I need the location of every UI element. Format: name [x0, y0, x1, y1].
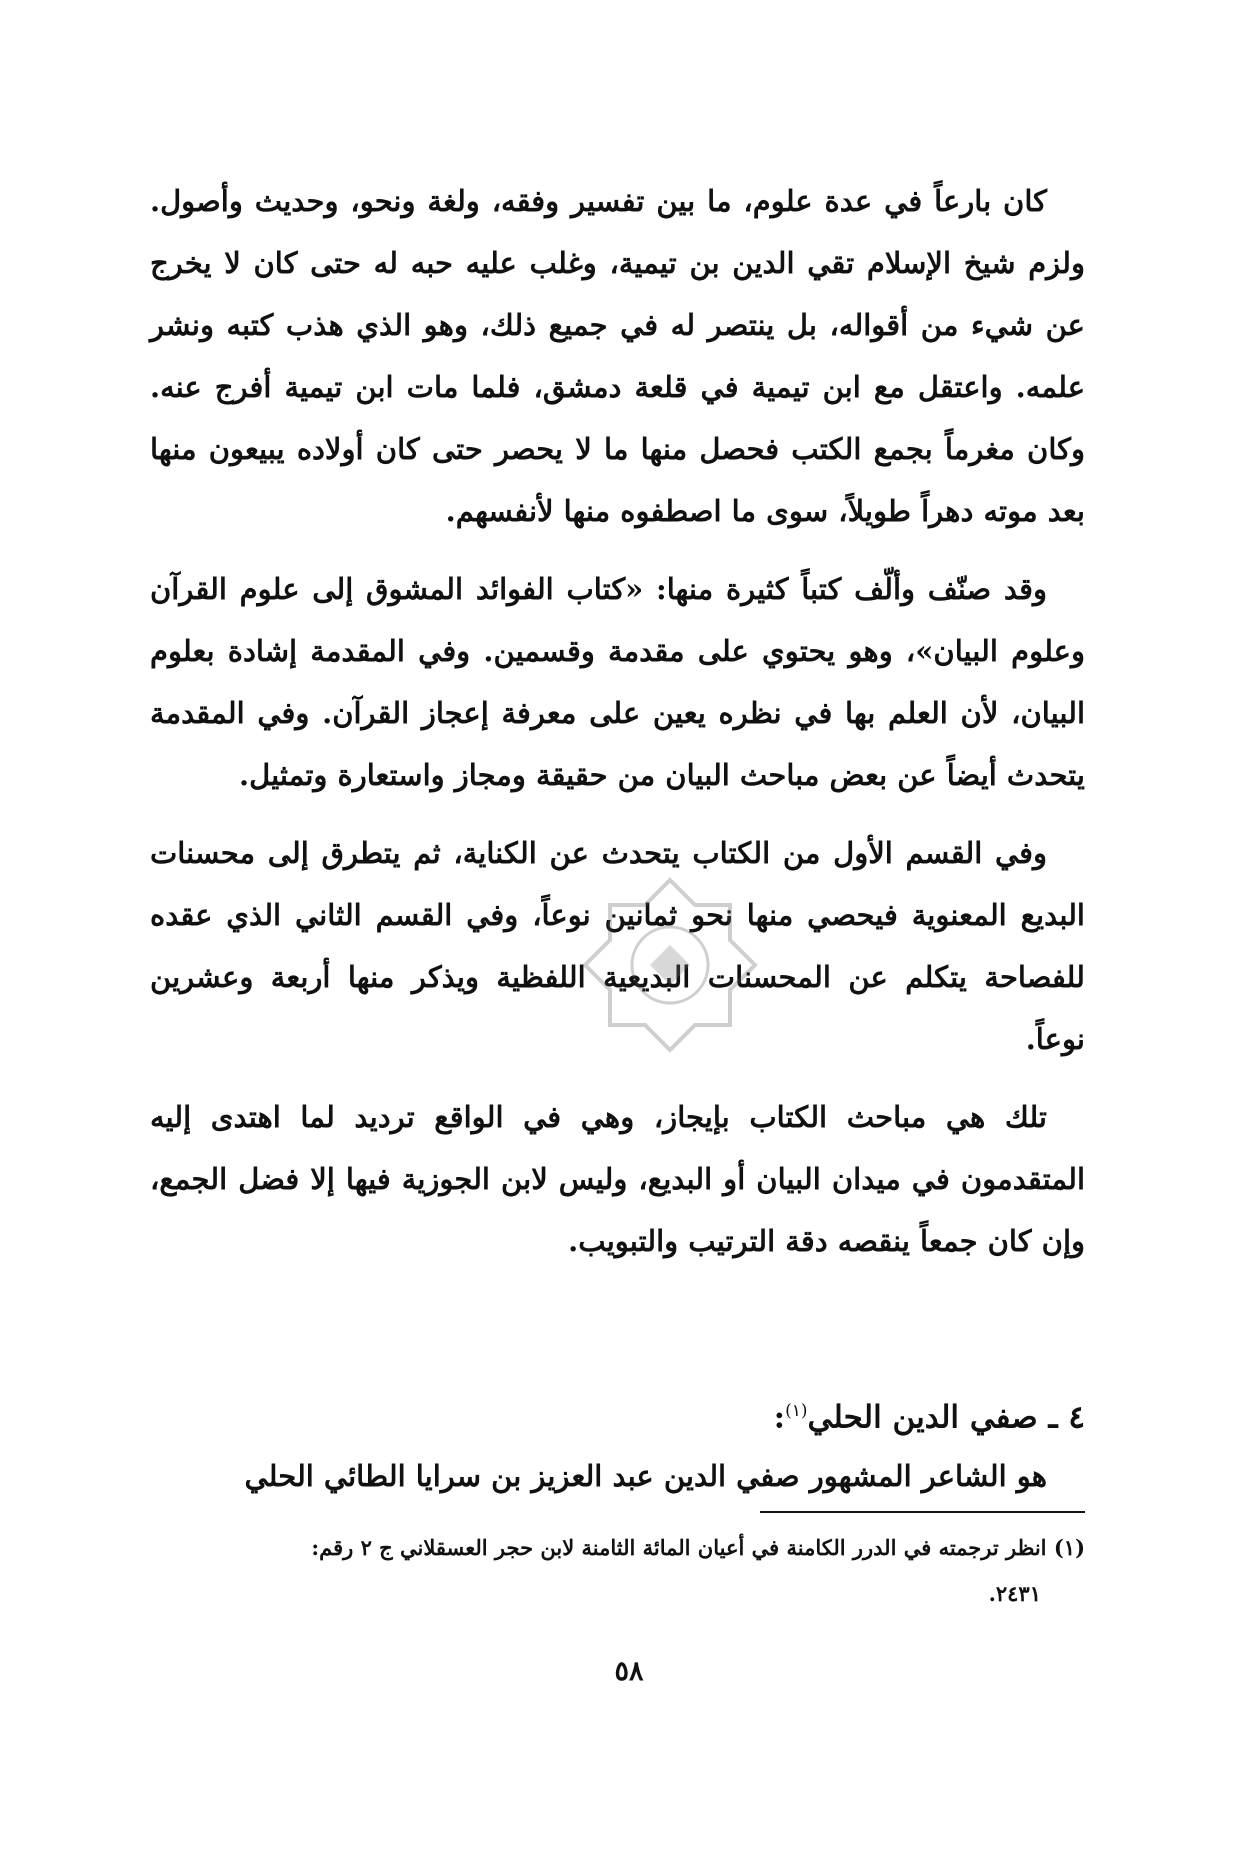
body-text: [150, 170, 1085, 1272]
footnote: [150, 1525, 1085, 1617]
heading-colon: :: [773, 1399, 786, 1436]
section-heading-text: ٤ ـ صفي الدين الحلي: [807, 1399, 1085, 1436]
section-first-line: هو الشاعر المشهور صفي الدين عبد العزيز بن سرايا الطائي الحلي: [244, 1459, 1047, 1493]
section-heading: [150, 1386, 1085, 1442]
page-number: ٥٨: [614, 1656, 644, 1687]
footnote-line-1: (١) انظر ترجمته في الدرر الكامنة في أعيان المائة الثامنة لابن حجر العسقلاني ج ٢ رقم:: [311, 1535, 1085, 1560]
footnote-separator: [760, 1511, 1085, 1513]
paragraph-3: وفي القسم الأول من الكتاب يتحدث عن الكناية، ثم يتطرق إلى محسنات البديع المعنوية فيحصي منها نحو ثمانين نوعاً، وفي القسم الثاني الذي عقده للفصاحة يتكلم عن المحسنات البديعية اللفظية ويذكر منها أربعة وعشرين نوعاً.: [150, 836, 1085, 1056]
paragraph-1: كان بارعاً في عدة علوم، ما بين تفسير وفقه، ولغة ونحو، وحديث وأصول. ولزم شيخ الإسلام تقي الدين بن تيمية، وغلب عليه حبه له حتى كان لا يخرج عن شيء من أقواله، بل ينتصر له في جميع ذلك، وهو الذي هذب كتبه ونشر علمه. واعتقل مع ابن تيمية في قلعة دمشق، فلما مات ابن تيمية أفرج عنه. وكان مغرماً بجمع الكتب فحصل منها ما لا يحصر حتى كان أولاده يبيعون منها بعد موته دهراً طويلاً، سوى ما اصطفوه منها لأنفسهم.: [150, 184, 1085, 528]
footnote-reference: (١): [785, 1401, 808, 1421]
footnote-line-2: ٢٤٣١.: [988, 1581, 1041, 1606]
paragraph-2: وقد صنّف وألّف كتباً كثيرة منها: «كتاب الفوائد المشوق إلى علوم القرآن وعلوم البيان»، وهو يحتوي على مقدمة وقسمين. وفي المقدمة إشادة بعلوم البيان، لأن العلم بها في نظره يعين على معرفة إعجاز القرآن. وفي المقدمة يتحدث أيضاً عن بعض مباحث البيان من حقيقة ومجاز واستعارة وتمثيل.: [150, 572, 1085, 792]
paragraph-4: تلك هي مباحث الكتاب بإيجاز، وهي في الواقع ترديد لما اهتدى إليه المتقدمون في ميدان البيان أو البديع، وليس لابن الجوزية فيها إلا فضل الجمع، وإن كان جمعاً ينقصه دقة الترتيب والتبويب.: [150, 1100, 1085, 1258]
